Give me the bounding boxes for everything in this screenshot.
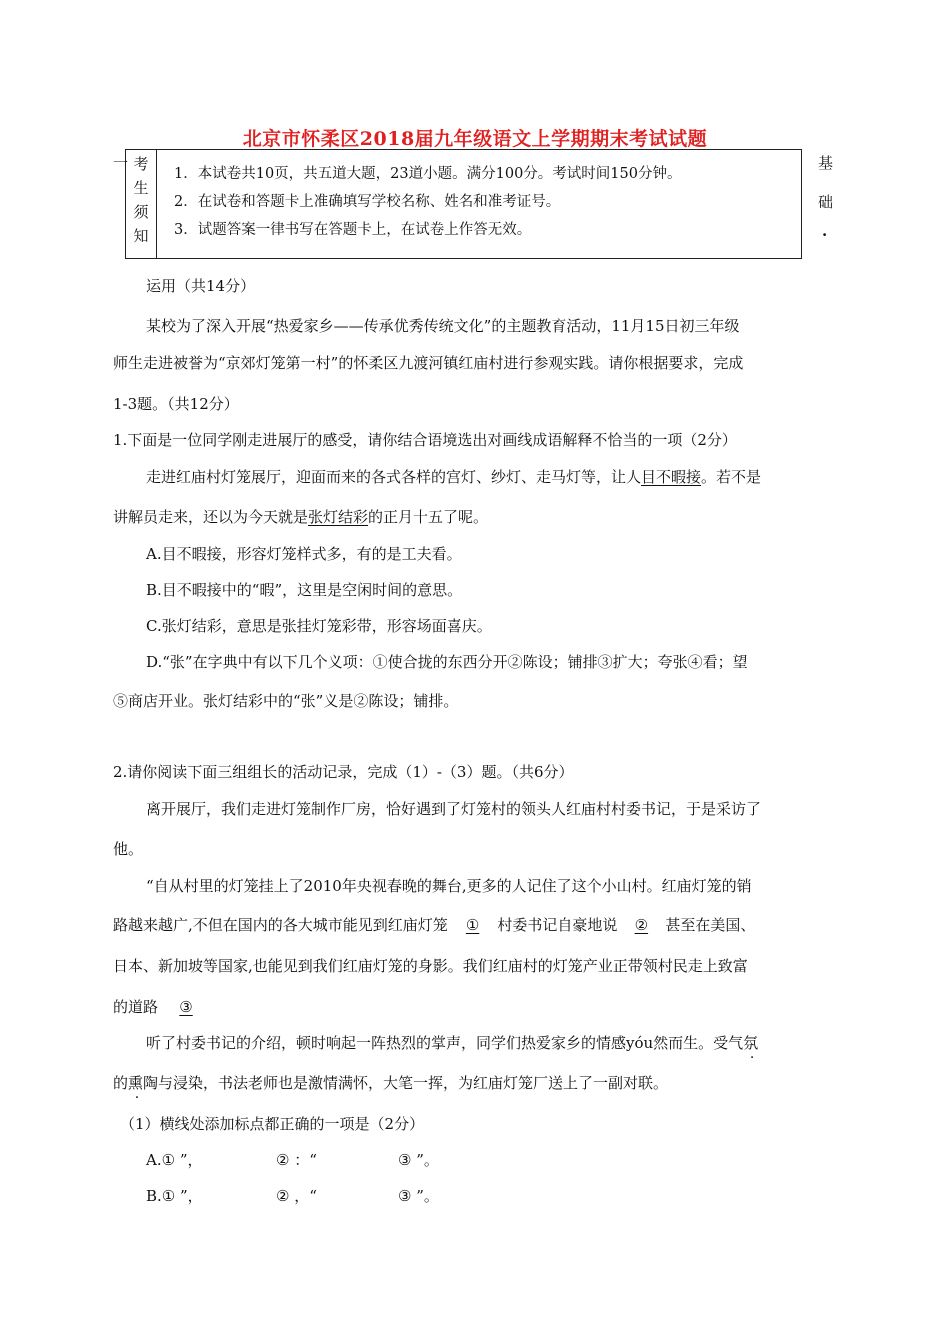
q1-option-a: A.目不暇接，形容灯笼样式多，有的是工夫看。 xyxy=(146,545,462,563)
q2-paragraph-line xyxy=(146,1033,758,1053)
passage-text: 的 xyxy=(113,1074,129,1092)
passage-text: 的道路 xyxy=(113,998,159,1016)
passage-text: 陶与浸染，书法老师也是激情满怀，大笔一挥，为红庙灯笼厂送上了一副对联。 xyxy=(143,1074,669,1092)
passage-text: 村委书记自豪地说 xyxy=(497,916,618,934)
option-part: ② ：“ xyxy=(276,1151,317,1169)
q2-sub1-stem: （1）横线处添加标点都正确的一项是（2分） xyxy=(120,1115,425,1133)
q2-paragraph-line: 日本、新加坡等国家,也能见到我们红庙灯笼的身影。我们红庙村的灯笼产业正带领村民走上致富 xyxy=(113,957,748,975)
option-part: ③ ”。 xyxy=(398,1187,439,1205)
q2-paragraph-line xyxy=(113,915,755,935)
passage-text: 的正月十五了呢。 xyxy=(368,508,489,526)
option-part: ③ ”。 xyxy=(398,1151,439,1169)
blank-2: ② xyxy=(634,916,649,934)
passage-text: 。若不是 xyxy=(701,468,762,486)
option-part: B.① ”， xyxy=(146,1187,203,1205)
q2-paragraph-line: “自从村里的灯笼挂上了2010年央视春晚的舞台,更多的人记住了这个小山村。红庙灯笼的销 xyxy=(146,877,752,895)
notice-item: 1．本试卷共10页，共五道大题，23道小题。满分100分。考试时间150分钟。 xyxy=(174,166,682,182)
passage-text: 路越来越广,不但在国内的各大城市能见到红庙灯笼 xyxy=(113,916,448,934)
section-title-char: · xyxy=(822,226,828,244)
option-part: A.① ”， xyxy=(146,1151,203,1169)
intro-line: 某校为了深入开展“热爱家乡——传承优秀传统文化”的主题教育活动，11月15日初三年级 xyxy=(146,317,740,335)
q1-option-c: C.张灯结彩，意思是张挂灯笼彩带，形容场面喜庆。 xyxy=(146,617,492,635)
section-number: 一 xyxy=(113,154,129,172)
notice-items xyxy=(174,160,681,244)
q1-option-b: B.目不暇接中的“暇”，这里是空闲时间的意思。 xyxy=(146,581,463,599)
section-title: 运用（共14分） xyxy=(146,277,256,295)
question-2-stem: 2.请你阅读下面三组组长的活动记录，完成（1）-（3）题。（共6分） xyxy=(113,763,574,781)
dotted-char: 氛 xyxy=(743,1034,759,1052)
question-1-stem: 1.下面是一位同学刚走进展厅的感受，请你结合语境选出对画线成语解释不恰当的一项（2分） xyxy=(113,431,737,449)
q2-sub1-option-a xyxy=(146,1150,439,1170)
passage-text: 走进红庙村灯笼展厅，迎面而来的各式各样的宫灯、纱灯、走马灯等，让人 xyxy=(146,468,642,486)
notice-divider xyxy=(156,150,157,258)
notice-label-char: 知 xyxy=(133,227,149,245)
q2-paragraph-line: 他。 xyxy=(113,840,144,858)
q2-paragraph-line xyxy=(113,997,214,1017)
notice-label-char: 考 xyxy=(133,155,149,173)
q2-paragraph-line xyxy=(113,1073,668,1093)
q2-sub1-option-b xyxy=(146,1186,439,1206)
section-title-char: 基 xyxy=(818,154,834,172)
underlined-idiom: 张灯结彩 xyxy=(308,508,369,526)
passage-text: 听了村委书记的介绍，顿时响起一阵热烈的掌声，同学们热爱家乡的情感yóu然而生。受气 xyxy=(146,1034,744,1052)
section-title-char: 础 xyxy=(818,193,834,211)
q1-passage-line xyxy=(113,507,488,527)
dotted-char: 熏 xyxy=(128,1074,144,1092)
passage-text: 甚至在美国、 xyxy=(665,916,756,934)
underlined-idiom: 目不暇接 xyxy=(641,468,702,486)
q2-paragraph-line: 离开展厅，我们走进灯笼制作厂房，恰好遇到了灯笼村的领头人红庙村村委书记，于是采访了 xyxy=(146,800,762,818)
page-title: 北京市怀柔区2018届九年级语文上学期期末考试试题 xyxy=(242,128,708,150)
notice-label-char: 生 xyxy=(133,179,149,197)
q1-passage-line xyxy=(146,467,761,487)
blank-1: ① xyxy=(465,916,480,934)
q1-option-d: D.“张”在字典中有以下几个义项：①使合拢的东西分开②陈设；铺排③扩大；夸张④看；望 xyxy=(146,653,748,671)
notice-label-char: 须 xyxy=(133,203,149,221)
intro-line: 师生走进被誉为“京郊灯笼第一村”的怀柔区九渡河镇红庙村进行参观实践。请你根据要求，完成 xyxy=(113,354,744,372)
notice-item: 3．试题答案一律书写在答题卡上，在试卷上作答无效。 xyxy=(174,222,532,238)
notice-box xyxy=(125,149,802,259)
q1-option-d-cont: ⑤商店开业。张灯结彩中的“张”义是②陈设；铺排。 xyxy=(113,692,459,710)
notice-item: 2．在试卷和答题卡上准确填写学校名称、姓名和准考证号。 xyxy=(174,194,561,210)
option-part: ② ，“ xyxy=(276,1187,317,1205)
blank-3: ③ xyxy=(179,998,193,1016)
intro-line: 1-3题。（共12分） xyxy=(113,395,239,413)
notice-label xyxy=(126,152,156,248)
passage-text: 讲解员走来，还以为今天就是 xyxy=(113,508,309,526)
